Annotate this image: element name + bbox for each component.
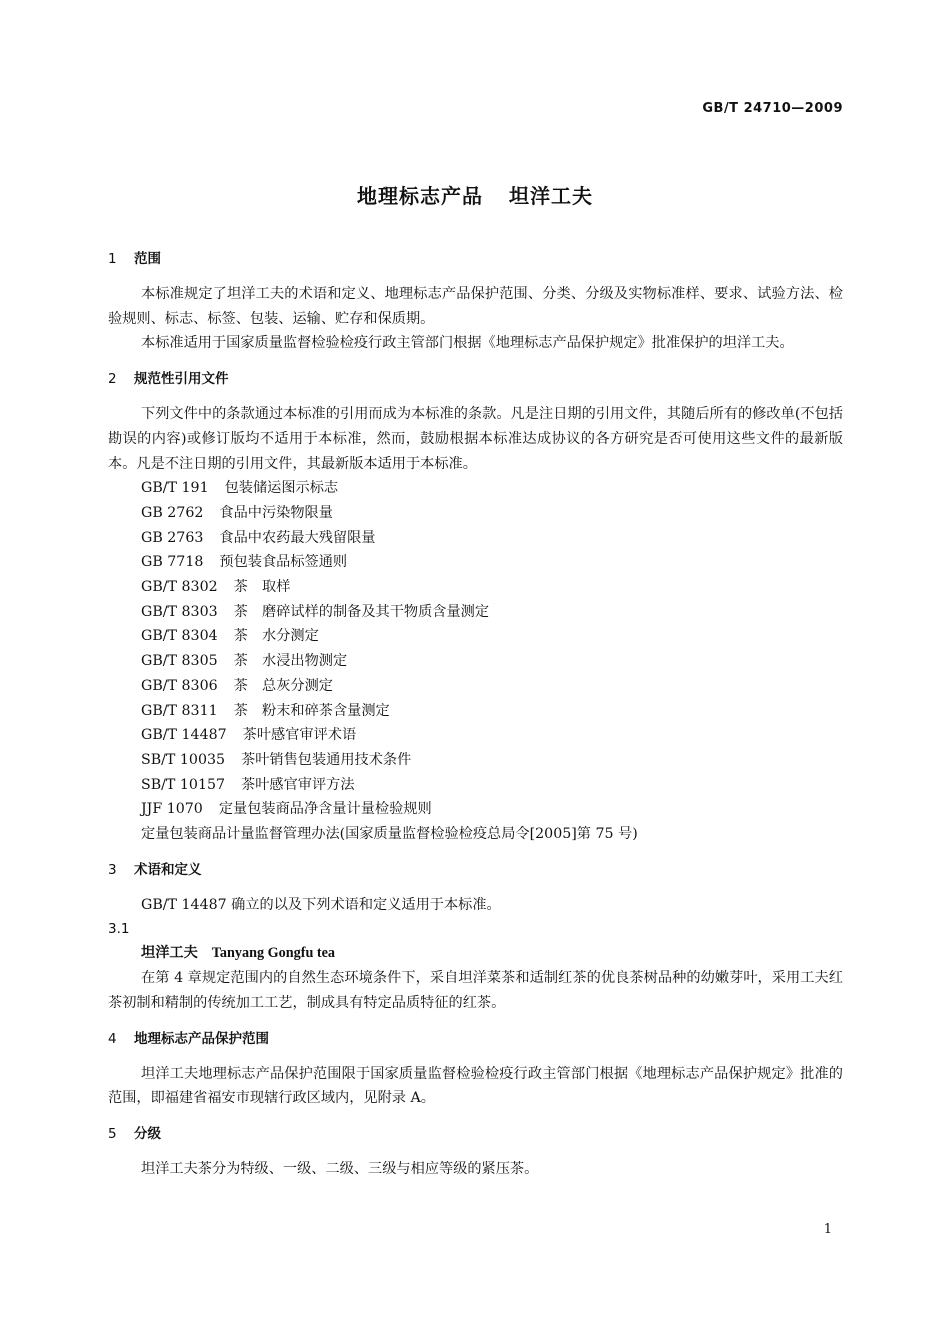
reference-item [108, 501, 843, 526]
paragraph: 坦洋工夫茶分为特级、一级、二级、三级与相应等级的紧压茶。 [141, 1160, 539, 1177]
reference-code: SB/T 10035 [141, 751, 226, 768]
section-title: 规范性引用文件 [134, 371, 229, 388]
reference-name: 食品中农药最大残留限量 [219, 529, 376, 546]
reference-item [108, 526, 843, 551]
section-number: 4 [108, 1030, 117, 1047]
reference-name: 茶叶感官审评方法 [241, 776, 355, 793]
section-number: 3 [108, 861, 117, 878]
reference-name: 茶 粉末和碎茶含量测定 [233, 702, 390, 719]
reference-item [108, 723, 843, 748]
section-number: 2 [108, 371, 117, 388]
term-english: Tanyang Gongfu tea [211, 945, 336, 962]
section-number: 5 [108, 1125, 117, 1142]
document-title [0, 180, 950, 209]
reference-item [108, 797, 843, 822]
document-body [108, 240, 843, 1182]
reference-name: 茶 总灰分测定 [233, 677, 333, 694]
reference-code: GB/T 8304 [141, 628, 218, 645]
section-number: 1 [108, 251, 117, 267]
section-title: 术语和定义 [134, 861, 202, 878]
section-heading-grading [108, 1123, 843, 1145]
title-part-2: 坦洋工夫 [509, 184, 593, 208]
reference-item [108, 699, 843, 724]
reference-name: 茶 水分测定 [233, 628, 319, 645]
reference-code: GB/T 8303 [141, 603, 218, 620]
reference-code: SB/T 10157 [141, 776, 226, 793]
subclause-number: 3.1 [108, 921, 130, 938]
paragraph: GB/T 14487 确立的以及下列术语和定义适用于本标准。 [141, 896, 501, 913]
page-number: 1 [823, 1222, 832, 1237]
reference-name: 茶 水浸出物测定 [233, 653, 348, 670]
reference-item [108, 773, 843, 798]
reference-name: 茶 磨碎试样的制备及其干物质含量测定 [233, 603, 490, 620]
reference-name: 食品中污染物限量 [219, 504, 333, 521]
reference-item [108, 624, 843, 649]
reference-name: 茶 取样 [233, 579, 291, 596]
term-chinese: 坦洋工夫 [141, 945, 198, 962]
term-entry [108, 941, 843, 966]
section-heading-scope [108, 248, 843, 270]
reference-item [108, 748, 843, 773]
reference-code: GB/T 14487 [141, 727, 227, 744]
reference-code: GB/T 8302 [141, 579, 218, 596]
standard-code: GB/T 24710—2009 [702, 101, 843, 116]
section-heading-protection-scope [108, 1028, 843, 1050]
paragraph: 本标准规定了坦洋工夫的术语和定义、地理标志产品保护范围、分类、分级及实物标准样、要求、试验方法、检验规则、标志、标签、包装、运输、贮存和保质期。 [108, 286, 843, 327]
reference-code: GB 2762 [141, 504, 204, 521]
paragraph: 下列文件中的条款通过本标准的引用而成为本标准的条款。凡是注日期的引用文件，其随后所有的修改单(不包括勘误的内容)或修订版均不适用于本标准，然而，鼓励根据本标准达成协议的各方研究是否可使用这些文件的最新版本。凡是不注日期的引用文件，其最新版本适用于本标准。 [108, 406, 843, 472]
section-title: 地理标志产品保护范围 [134, 1030, 269, 1047]
section-title: 范围 [134, 251, 161, 267]
section-heading-normative-references [108, 368, 843, 390]
reference-name: 定量包装商品计量监督管理办法(国家质量监督检验检疫总局令[2005]第 75 号) [141, 826, 638, 843]
section-title: 分级 [134, 1125, 161, 1142]
reference-name: 茶叶感官审评术语 [242, 727, 357, 744]
reference-item [108, 600, 843, 625]
reference-code: GB/T 8311 [141, 702, 218, 719]
reference-name: 预包装食品标签通则 [219, 554, 348, 571]
reference-code: JJF 1070 [141, 801, 203, 818]
reference-code: GB 2763 [141, 529, 204, 546]
reference-item [108, 649, 843, 674]
reference-code: GB 7718 [141, 554, 204, 571]
reference-name: 定量包装商品净含量计量检验规则 [218, 801, 432, 818]
reference-name: 茶叶销售包装通用技术条件 [241, 751, 412, 768]
term-definition: 在第 4 章规定范围内的自然生态环境条件下，采自坦洋菜茶和适制红茶的优良茶树品种的幼嫩芽叶，采用工夫红茶初制和精制的传统加工工艺，制成具有特定品质特征的红茶。 [108, 970, 843, 1011]
title-part-1: 地理标志产品 [357, 184, 483, 208]
reference-list [108, 476, 843, 847]
reference-item [108, 822, 843, 847]
reference-item [108, 674, 843, 699]
reference-name: 包装储运图示标志 [224, 480, 339, 497]
reference-item [108, 550, 843, 575]
reference-code: GB/T 8306 [141, 677, 218, 694]
paragraph: 本标准适用于国家质量监督检验检疫行政主管部门根据《地理标志产品保护规定》批准保护的坦洋工夫。 [141, 335, 794, 352]
reference-item [108, 476, 843, 501]
reference-item [108, 575, 843, 600]
reference-code: GB/T 191 [141, 480, 209, 497]
section-heading-terms-and-definitions [108, 859, 843, 881]
reference-code: GB/T 8305 [141, 653, 218, 670]
paragraph: 坦洋工夫地理标志产品保护范围限于国家质量监督检验检疫行政主管部门根据《地理标志产品保护规定》批准的范围，即福建省福安市现辖行政区域内，见附录 A。 [108, 1065, 843, 1107]
